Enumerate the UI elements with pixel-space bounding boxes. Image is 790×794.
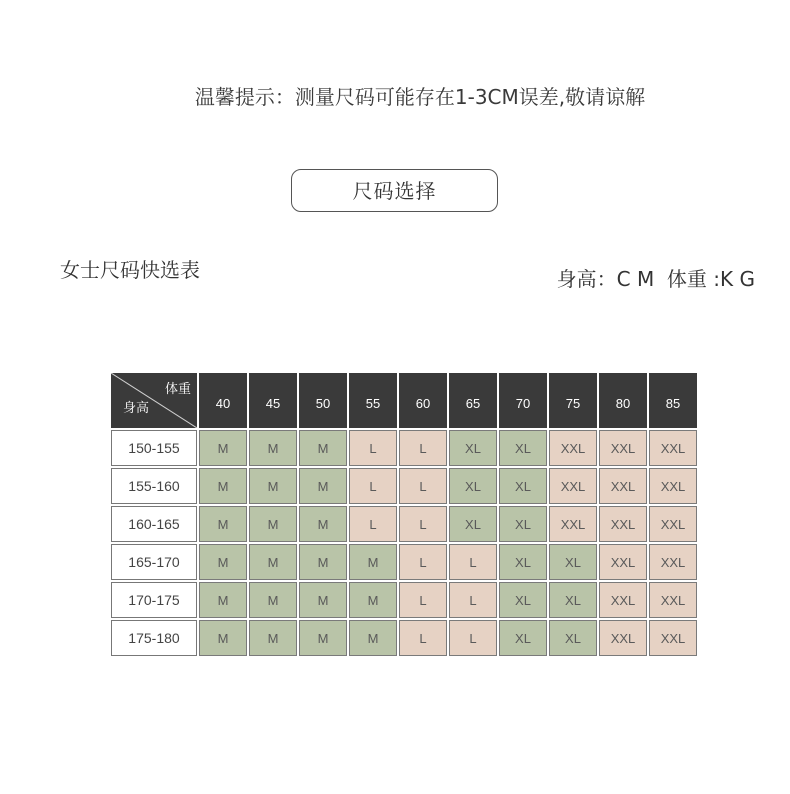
weight-header-cell: 80 — [599, 373, 647, 428]
size-cell: L — [349, 468, 397, 504]
size-cell: XL — [549, 544, 597, 580]
size-cell: L — [399, 582, 447, 618]
size-cell: XXL — [599, 544, 647, 580]
table-body — [111, 430, 701, 656]
size-cell: XXL — [599, 430, 647, 466]
size-cell: XXL — [649, 544, 697, 580]
corner-header-cell — [111, 373, 197, 428]
height-range-cell: 165-170 — [111, 544, 197, 580]
size-cell: XXL — [549, 506, 597, 542]
size-cell: M — [199, 468, 247, 504]
size-cell: M — [249, 506, 297, 542]
size-cell: L — [449, 544, 497, 580]
size-cell: L — [399, 468, 447, 504]
size-cell: XXL — [599, 582, 647, 618]
weight-header-cell: 85 — [649, 373, 697, 428]
size-cell: M — [299, 544, 347, 580]
size-cell: M — [249, 544, 297, 580]
size-cell: M — [299, 506, 347, 542]
size-cell: M — [199, 430, 247, 466]
size-cell: XL — [449, 430, 497, 466]
weight-header-cell: 45 — [249, 373, 297, 428]
size-cell: XXL — [599, 506, 647, 542]
corner-height-label: 身高 — [123, 401, 150, 416]
size-cell: M — [249, 430, 297, 466]
size-cell: XXL — [649, 506, 697, 542]
weight-header-cell: 40 — [199, 373, 247, 428]
table-row — [111, 582, 701, 618]
size-cell: XXL — [649, 620, 697, 656]
size-cell: XXL — [649, 430, 697, 466]
size-cell: XXL — [649, 468, 697, 504]
size-table — [111, 373, 701, 656]
size-cell: M — [349, 582, 397, 618]
weight-header-cell: 50 — [299, 373, 347, 428]
table-row — [111, 468, 701, 504]
size-cell: XXL — [649, 582, 697, 618]
size-cell: XL — [449, 468, 497, 504]
size-cell: M — [199, 582, 247, 618]
size-cell: L — [399, 506, 447, 542]
size-cell: XL — [499, 430, 547, 466]
weight-header-cell: 70 — [499, 373, 547, 428]
units-legend: 身高：C M 体重 :K G — [556, 267, 755, 291]
size-cell: XL — [499, 582, 547, 618]
size-cell: M — [299, 468, 347, 504]
weight-header-cell: 75 — [549, 373, 597, 428]
table-header-row — [111, 373, 701, 428]
size-cell: M — [199, 620, 247, 656]
size-cell: L — [399, 430, 447, 466]
size-selection-heading-box — [291, 169, 498, 212]
size-cell: XL — [499, 468, 547, 504]
size-cell: XL — [549, 582, 597, 618]
weight-header-cell: 65 — [449, 373, 497, 428]
table-row — [111, 506, 701, 542]
weight-header-cell: 60 — [399, 373, 447, 428]
height-range-cell: 160-165 — [111, 506, 197, 542]
height-range-cell: 150-155 — [111, 430, 197, 466]
size-cell: XXL — [549, 430, 597, 466]
size-cell: M — [349, 620, 397, 656]
table-row — [111, 544, 701, 580]
height-range-cell: 170-175 — [111, 582, 197, 618]
size-cell: M — [299, 582, 347, 618]
height-range-cell: 155-160 — [111, 468, 197, 504]
size-cell: M — [349, 544, 397, 580]
size-cell: L — [349, 506, 397, 542]
size-cell: M — [249, 582, 297, 618]
size-cell: M — [199, 506, 247, 542]
size-cell: XL — [499, 506, 547, 542]
size-cell: XL — [499, 544, 547, 580]
size-cell: L — [449, 620, 497, 656]
size-cell: M — [199, 544, 247, 580]
table-row — [111, 430, 701, 466]
height-range-cell: 175-180 — [111, 620, 197, 656]
size-cell: L — [399, 544, 447, 580]
size-selection-heading: 尺码选择 — [352, 178, 437, 203]
size-cell: M — [249, 620, 297, 656]
size-cell: XXL — [599, 468, 647, 504]
size-cell: M — [299, 430, 347, 466]
size-cell: L — [449, 582, 497, 618]
weight-header-cell: 55 — [349, 373, 397, 428]
size-cell: M — [299, 620, 347, 656]
size-cell: XL — [499, 620, 547, 656]
size-cell: M — [249, 468, 297, 504]
table-row — [111, 620, 701, 656]
size-cell: L — [349, 430, 397, 466]
corner-weight-label: 体重 — [164, 382, 191, 397]
size-cell: XXL — [599, 620, 647, 656]
measurement-notice: 温馨提示：测量尺码可能存在1-3CM误差,敬请谅解 — [194, 85, 646, 109]
table-title: 女士尺码快选表 — [60, 258, 200, 282]
size-cell: XL — [549, 620, 597, 656]
size-cell: L — [399, 620, 447, 656]
size-cell: XL — [449, 506, 497, 542]
size-cell: XXL — [549, 468, 597, 504]
